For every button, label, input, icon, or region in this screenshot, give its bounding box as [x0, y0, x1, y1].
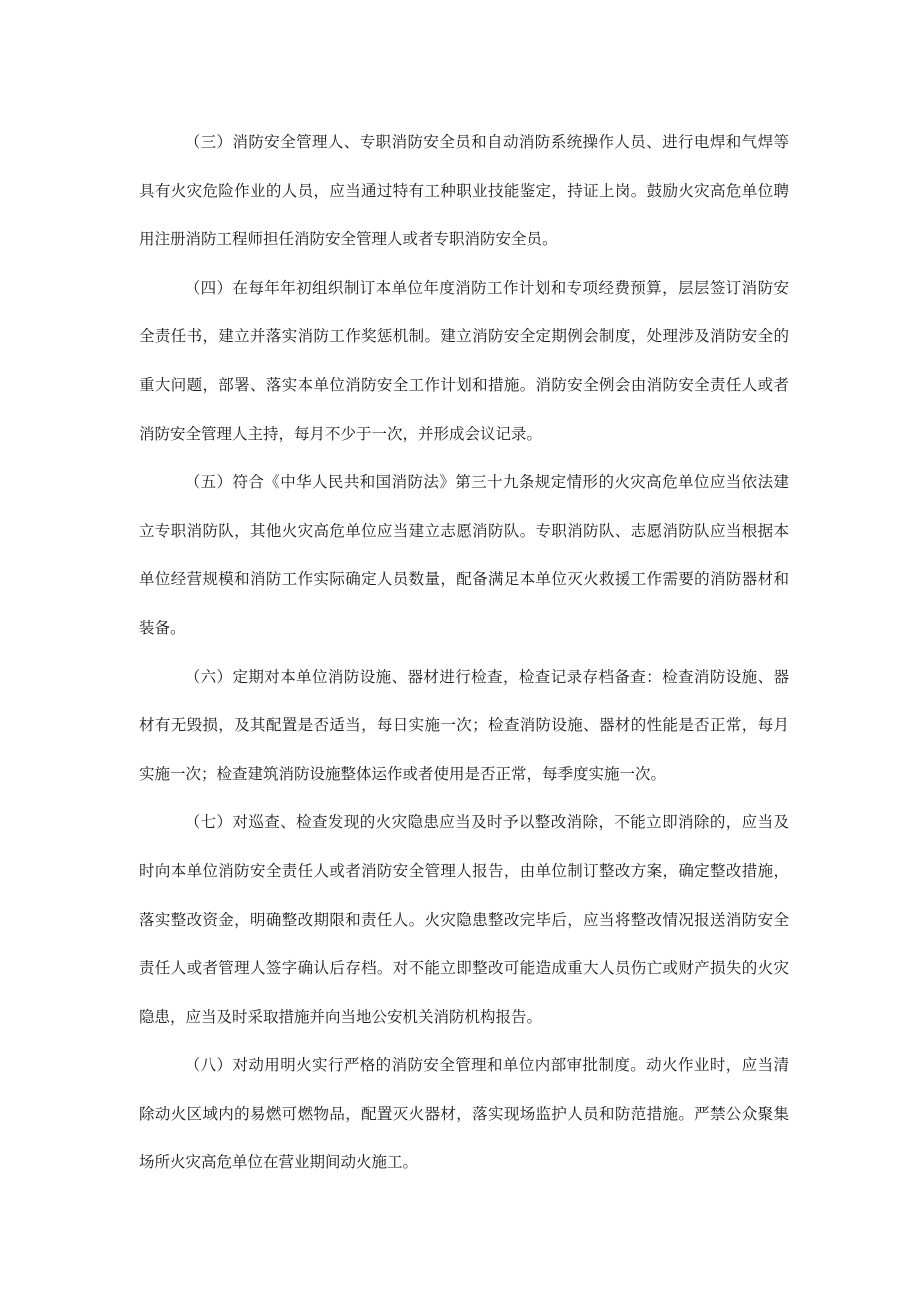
- paragraph-6: （六）定期对本单位消防设施、器材进行检查，检查记录存档备查：检查消防设施、器材有无毁损，及其配置是否适当，每日实施一次；检查消防设施、器材的性能是否正常，每月实施一次；检查建筑消防设施整体运作或者使用是否正常，每季度实施一次。: [139, 667, 789, 783]
- paragraph-5: （五）符合《中华人民共和国消防法》第三十九条规定情形的火灾高危单位应当依法建立专职消防队，其他火灾高危单位应当建立志愿消防队。专职消防队、志愿消防队应当根据本单位经营规模和消防工作实际确定人员数量，配备满足本单位灭火救援工作需要的消防器材和装备。: [139, 473, 789, 637]
- paragraph-4: （四）在每年年初组织制订本单位年度消防工作计划和专项经费预算，层层签订消防安全责任书，建立并落实消防工作奖惩机制。建立消防安全定期例会制度，处理涉及消防安全的重大问题，部署、落实本单位消防安全工作计划和措施。消防安全例会由消防安全责任人或者消防安全管理人主持，每月不少于一次，并形成会议记录。: [139, 278, 789, 443]
- document-body: [139, 118, 789, 1187]
- paragraph-7: （七）对巡查、检查发现的火灾隐患应当及时予以整改消除，不能立即消除的，应当及时向本单位消防安全责任人或者消防安全管理人报告，由单位制订整改方案，确定整改措施，落实整改资金，明确整改期限和责任人。火灾隐患整改完毕后，应当将整改情况报送消防安全责任人或者管理人签字确认后存档。对不能立即整改可能造成重大人员伤亡或财产损失的火灾隐患，应当及时采取措施并向当地公安机关消防机构报告。: [139, 813, 789, 1026]
- paragraph-3: （三）消防安全管理人、专职消防安全员和自动消防系统操作人员、进行电焊和气焊等具有火灾危险作业的人员，应当通过特有工种职业技能鉴定，持证上岗。鼓励火灾高危单位聘用注册消防工程师担任消防安全管理人或者专职消防安全员。: [139, 133, 789, 249]
- paragraph-8: （八）对动用明火实行严格的消防安全管理和单位内部审批制度。动火作业时，应当清除动火区域内的易燃可燃物品，配置灭火器材，落实现场监护人员和防范措施。严禁公众聚集场所火灾高危单位在营业期间动火施工。: [139, 1056, 789, 1172]
